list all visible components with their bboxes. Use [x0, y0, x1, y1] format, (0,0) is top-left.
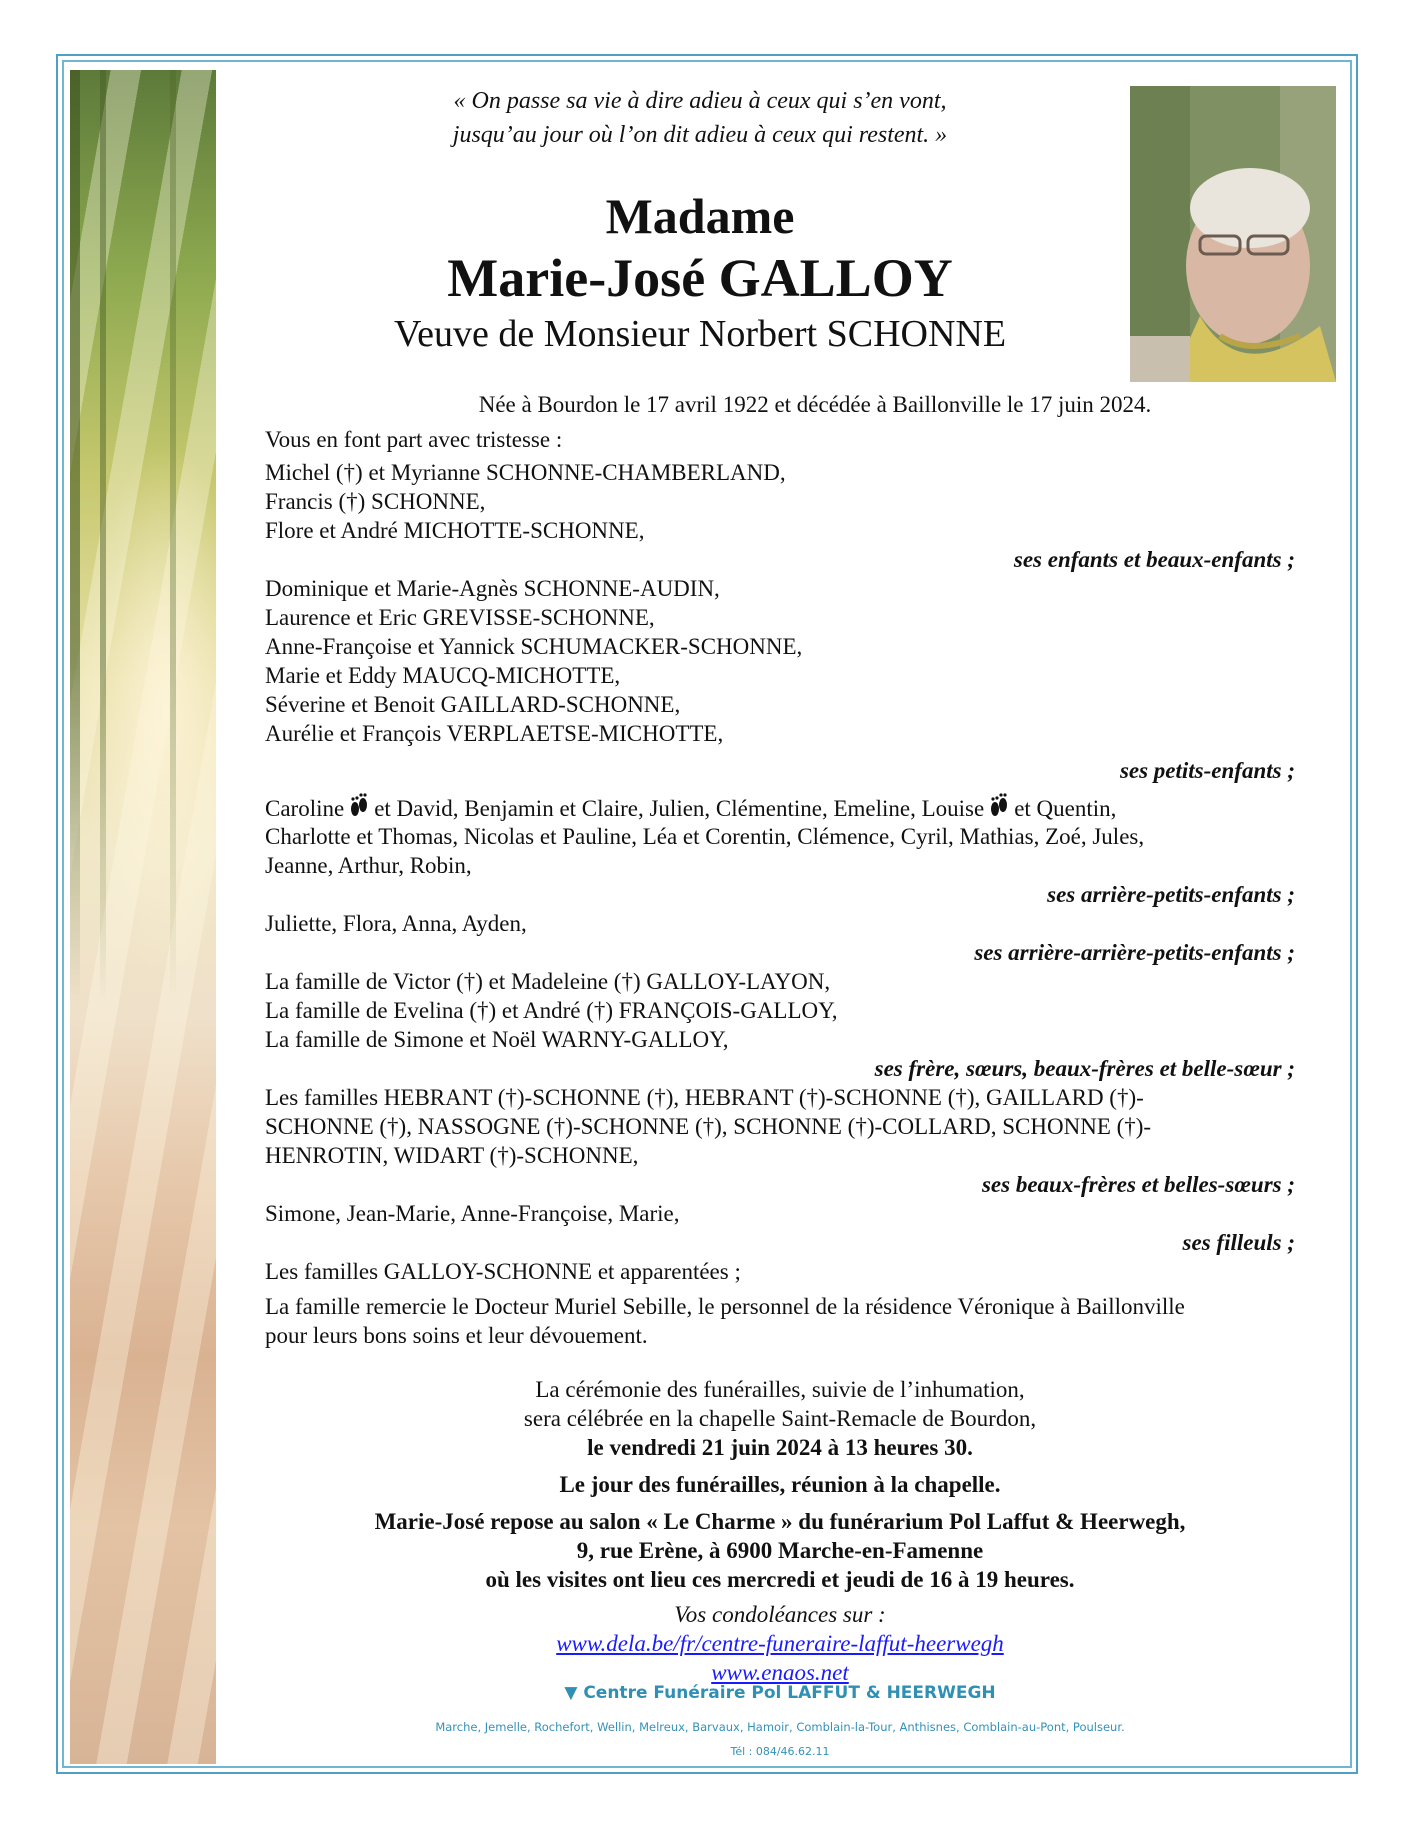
family-line: La famille de Victor (†) et Madeleine (†) GALLOY-LAYON, [265, 969, 831, 994]
condolences-link-dela[interactable]: www.dela.be/fr/centre-funeraire-laffut-heerwegh [556, 1631, 1004, 1656]
family-line: Les familles HEBRANT (†)-SCHONNE (†), HEBRANT (†)-SCHONNE (†), GAILLARD (†)- [265, 1085, 1144, 1110]
ceremony-meeting: Le jour des funérailles, réunion à la chapelle. [559, 1472, 1001, 1497]
epigraph-quote [260, 84, 1140, 152]
family-line: Jeanne, Arthur, Robin, [265, 853, 472, 878]
funeral-home-locations: Marche, Jemelle, Rochefort, Wellin, Melreux, Barvaux, Hamoir, Comblain-la-Tour, Anthisnes, Comblain-au-Pont, Poulseur. [435, 1720, 1125, 1734]
family-line: SCHONNE (†), NASSOGNE (†)-SCHONNE (†), SCHONNE (†)-COLLARD, SCHONNE (†)- [265, 1114, 1152, 1139]
deceased-name: Marie-José GALLOY [447, 248, 953, 308]
family-line: Anne-Françoise et Yannick SCHUMACKER-SCHONNE, [265, 634, 803, 659]
name-text: et David, Benjamin et Claire, Julien, Clémentine, Emeline, Louise [374, 796, 985, 821]
intro-text: Vous en font part avec tristesse : [265, 427, 563, 452]
ceremony-line: sera célébrée en la chapelle Saint-Remacle de Bourdon, [523, 1406, 1037, 1431]
portrait-illustration [1130, 86, 1336, 382]
related-families: Les familles GALLOY-SCHONNE et apparentées ; [265, 1259, 741, 1284]
family-role: ses arrière-arrière-petits-enfants ; [974, 940, 1295, 965]
family-line: HENROTIN, WIDART (†)-SCHONNE, [265, 1143, 639, 1168]
resting-place: Marie-José repose au salon « Le Charme » du funérarium Pol Laffut & Heerwegh, [374, 1509, 1186, 1534]
family-line [265, 793, 1295, 822]
announcement-body [265, 425, 1295, 1350]
ceremony-datetime: le vendredi 21 juin 2024 à 13 heures 30. [587, 1435, 973, 1460]
condolences-link-enaos[interactable]: www.enaos.net [711, 1660, 849, 1685]
family-line: Aurélie et François VERPLAETSE-MICHOTTE, [265, 721, 724, 746]
funeral-home-phone: Tél : 084/46.62.11 [730, 1745, 830, 1758]
thanks-text: La famille remercie le Docteur Muriel Sebille, le personnel de la résidence Véronique à Baillonville [265, 1294, 1185, 1319]
family-line: Dominique et Marie-Agnès SCHONNE-AUDIN, [265, 576, 720, 601]
family-role: ses frère, sœurs, beaux-frères et belle-sœur ; [874, 1056, 1295, 1081]
triangle-down-icon: ▼ [564, 1683, 578, 1703]
condolences-label: Vos condoléances sur : [674, 1602, 886, 1627]
family-role: ses beaux-frères et belles-sœurs ; [981, 1172, 1295, 1197]
footprints-icon [988, 793, 1010, 822]
company-name: Centre Funéraire Pol LAFFUT & HEERWEGH [583, 1683, 996, 1703]
birth-death-dates: Née à Bourdon le 17 avril 1922 et décédée à Baillonville le 17 juin 2024. [478, 392, 1152, 417]
footprints-icon [348, 793, 370, 822]
name-text: et Quentin, [1014, 796, 1117, 821]
visiting-hours: où les visites ont lieu ces mercredi et jeudi de 16 à 19 heures. [485, 1567, 1075, 1592]
quote-line: jusqu’au jour où l’on dit adieu à ceux qui restent. » [452, 122, 948, 148]
family-line: Francis (†) SCHONNE, [265, 489, 486, 514]
name-text: Caroline [265, 796, 345, 821]
widow-of: Veuve de Monsieur Norbert SCHONNE [393, 313, 1007, 355]
family-line: Séverine et Benoit GAILLARD-SCHONNE, [265, 692, 681, 717]
family-line: Flore et André MICHOTTE-SCHONNE, [265, 518, 645, 543]
forest-path-decorative-strip [70, 70, 216, 1764]
resting-address: 9, rue Erène, à 6900 Marche-en-Famenne [576, 1538, 984, 1563]
family-line: Charlotte et Thomas, Nicolas et Pauline, Léa et Corentin, Clémence, Cyril, Mathias, Zoé, Jules, [265, 824, 1145, 849]
family-line: La famille de Evelina (†) et André (†) FRANÇOIS-GALLOY, [265, 998, 838, 1023]
thanks-text: pour leurs bons soins et leur dévouement. [265, 1323, 648, 1348]
ceremony-line: La cérémonie des funérailles, suivie de l’inhumation, [535, 1377, 1025, 1402]
honorific: Madame [605, 188, 795, 244]
family-line: Simone, Jean-Marie, Anne-Françoise, Marie, [265, 1201, 680, 1226]
family-line: Juliette, Flora, Anna, Ayden, [265, 911, 527, 936]
family-line: Michel (†) et Myrianne SCHONNE-CHAMBERLAND, [265, 460, 786, 485]
family-role: ses petits-enfants ; [1119, 758, 1295, 783]
family-line: Laurence et Eric GREVISSE-SCHONNE, [265, 605, 655, 630]
quote-line: « On passe sa vie à dire adieu à ceux qui s’en vont, [453, 88, 947, 114]
family-line: La famille de Simone et Noël WARNY-GALLOY, [265, 1027, 729, 1052]
family-role: ses arrière-petits-enfants ; [1047, 882, 1295, 907]
funeral-home-name [265, 1683, 1295, 1703]
portrait-photo [1130, 86, 1336, 382]
ceremony-info [265, 1375, 1295, 1687]
family-line: Marie et Eddy MAUCQ-MICHOTTE, [265, 663, 621, 688]
family-role: ses enfants et beaux-enfants ; [1013, 547, 1295, 572]
family-role: ses filleuls ; [1182, 1230, 1295, 1255]
